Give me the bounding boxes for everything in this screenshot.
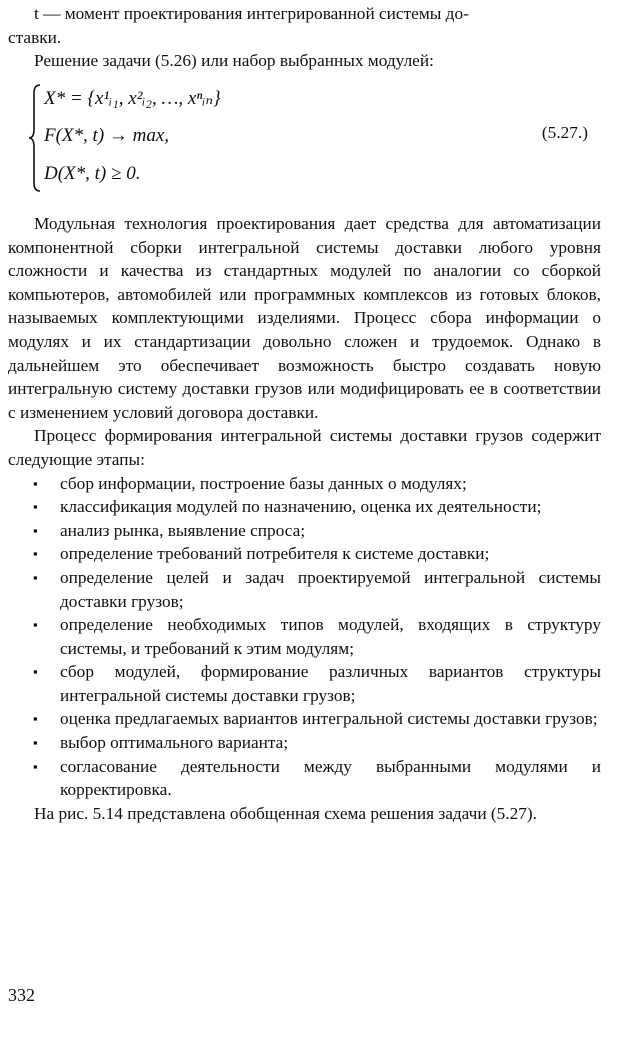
list-item: ▪ согласование деятельности между выбранными модулями и корректировка. xyxy=(33,756,601,800)
bullet-icon: ▪ xyxy=(33,475,38,491)
page-number: 332 xyxy=(8,985,35,1005)
paragraph-process-stages: Процесс формирования интегральной системы доставки грузов содержит следующие этапы: xyxy=(8,426,601,469)
bullet-icon: ▪ xyxy=(33,546,38,562)
list-item: ▪ классификация модулей по назначению, оценка их деятельности; xyxy=(8,495,601,519)
body-block xyxy=(8,212,601,825)
bullet-icon: ▪ xyxy=(33,522,38,538)
list-item: ▪ анализ рынка, выявление спроса; xyxy=(8,519,601,543)
intro-block xyxy=(8,2,601,73)
formula-row-3: D(X*, t) ≥ 0. xyxy=(44,163,141,184)
definition-line-text: t — момент проектирования интегрированной системы до- xyxy=(34,4,469,23)
list-item: ▪ выбор оптимального варианта; xyxy=(8,731,601,755)
list-item: ▪ оценка предлагаемых вариантов интегральной системы доставки грузов; xyxy=(8,707,601,731)
list-item: ▪ определение целей и задач проектируемой интегральной системы доставки грузов; xyxy=(33,567,601,611)
list-item: ▪ сбор модулей, формирование различных вариантов структуры интегральной системы доставки грузов; xyxy=(33,662,601,705)
solution-line: Решение задачи (5.26) или набор выбранных модулей: xyxy=(34,51,434,71)
list-item: ▪ определение требований потребителя к системе доставки; xyxy=(8,542,601,566)
formula-brace xyxy=(28,83,42,193)
formula-5-27 xyxy=(28,83,593,193)
bullet-icon: ▪ xyxy=(33,664,38,680)
definition-line xyxy=(8,2,601,49)
bullet-icon: ▪ xyxy=(33,499,38,515)
paragraph-figure-reference: На рис. 5.14 представлена обобщенная схема решения задачи (5.27). xyxy=(34,803,537,823)
equation-number: (5.27.) xyxy=(541,123,588,142)
formula-row-2: F(X*, t) → max, xyxy=(44,125,170,146)
list-item: ▪ сбор информации, построение базы данных о модулях; xyxy=(8,472,601,496)
paragraph-modular-technology: Модульная технология проектирования дает средства для автоматизации компонентной сборки интегральной системы доставки любого уровня сложности и качества из стандартных модулей по аналогии со сборкой компьютеров, автомобилей или программных комплексов из готовых блоков, называемых комплектующими изделиями. Процесс сбора информации о модулях и их стандартизации довольно сложен и трудоемок. Однако в дальнейшем это обеспечивает возможность быстро создавать новую интегральную систему доставки грузов или модифицировать ее в соответствии с изменением условий договора доставки. xyxy=(8,214,601,422)
stages-list xyxy=(8,472,601,802)
definition-line-continued: ставки. xyxy=(8,27,62,47)
bullet-icon: ▪ xyxy=(33,569,38,585)
formula-row-1: X* = {x¹ᵢ₁, x²ᵢ₂, …, xⁿᵢₙ} xyxy=(44,88,221,109)
list-item: ▪ определение необходимых типов модулей, входящих в структуру системы, и требований к этим модулям; xyxy=(33,615,601,658)
bullet-icon: ▪ xyxy=(33,711,38,727)
bullet-icon: ▪ xyxy=(33,758,38,774)
bullet-icon: ▪ xyxy=(33,735,38,751)
bullet-icon: ▪ xyxy=(33,617,38,633)
